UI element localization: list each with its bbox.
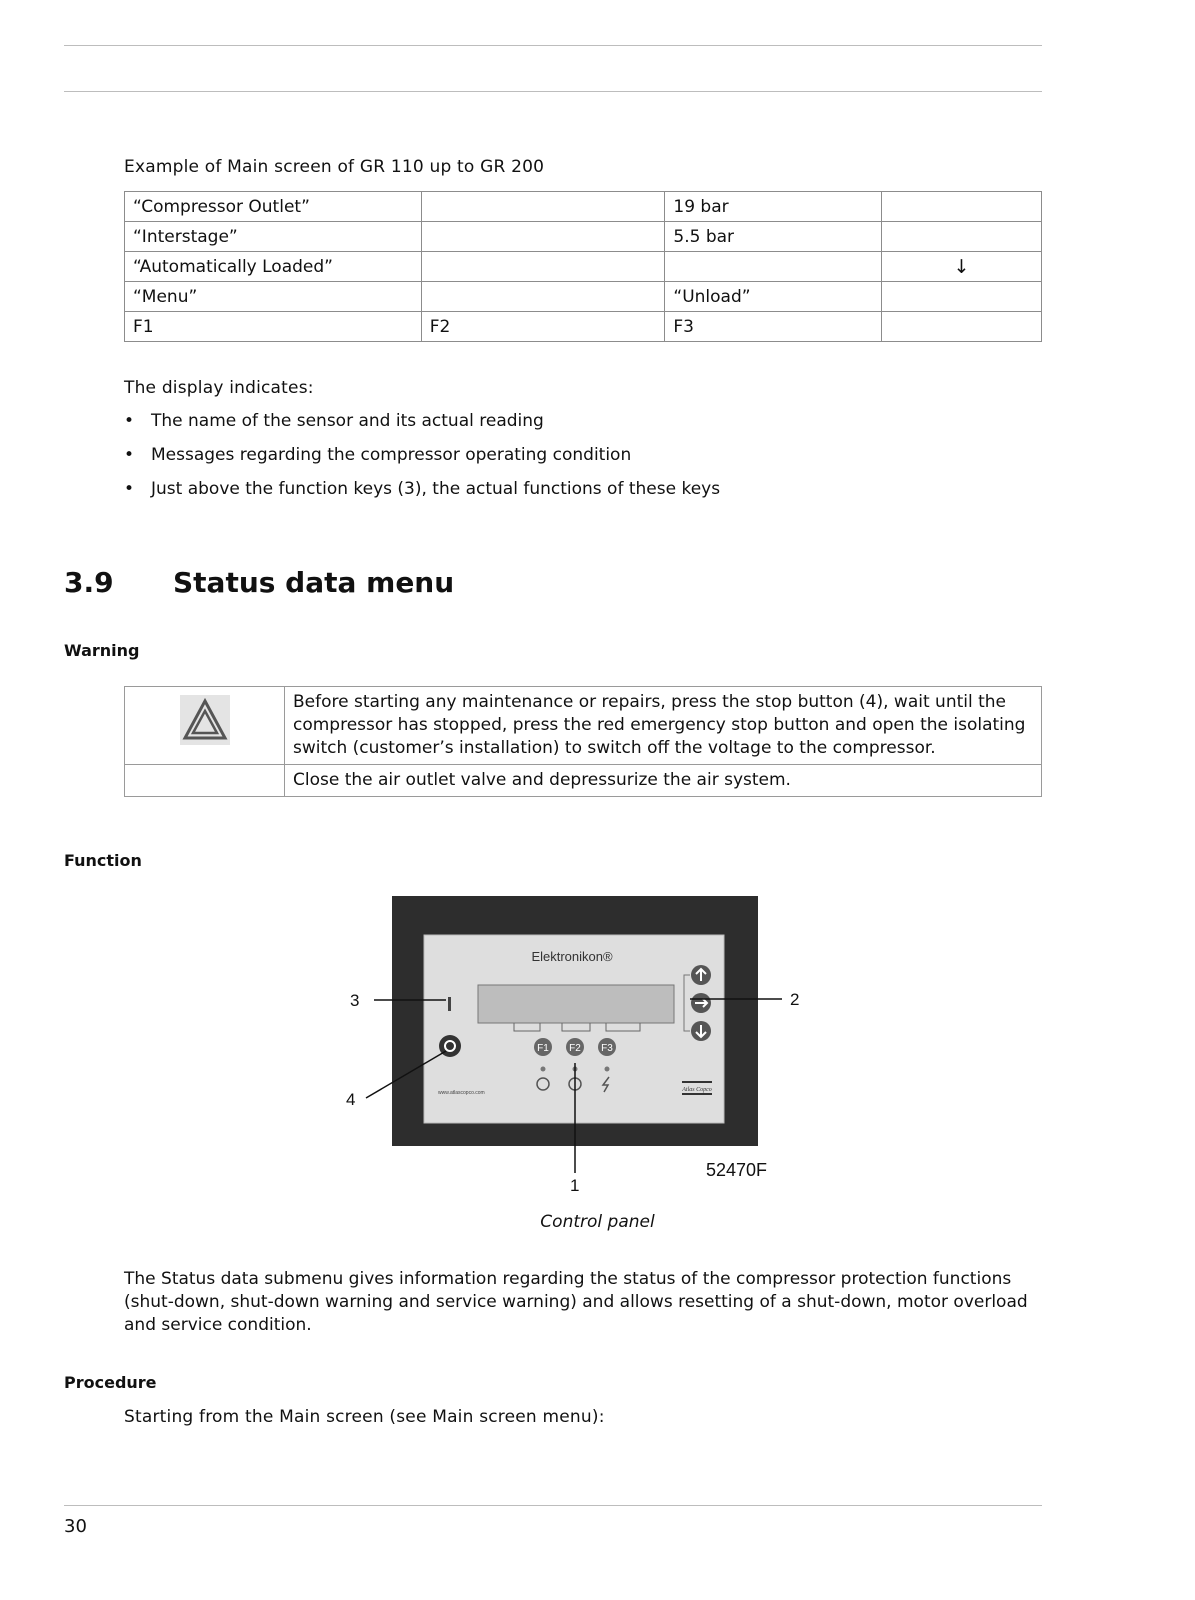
figure-code: 52470F: [706, 1160, 768, 1180]
list-item: • The name of the sensor and its actual reading: [124, 404, 720, 438]
f2-key: F2: [569, 1043, 581, 1054]
empty-cell: [125, 765, 285, 797]
section-number: 3.9: [64, 566, 114, 599]
control-panel-illustration: [346, 893, 806, 1198]
f3-key: F3: [601, 1043, 613, 1054]
top-rule-1: [64, 45, 1042, 46]
table-cell: “Compressor Outlet”: [125, 192, 422, 222]
warning-text-1: Before starting any maintenance or repairs, press the stop button (4), wait until the compressor has stopped, press the red emergency stop button and open the isolating switch (customer’s installation) to switch off the voltage to the compressor.: [285, 687, 1042, 765]
table-cell: “Automatically Loaded”: [125, 252, 422, 282]
procedure-text: Starting from the Main screen (see Main screen menu):: [124, 1407, 605, 1427]
table-row: [125, 252, 1042, 282]
table-cell: [882, 282, 1042, 312]
callout-1: 1: [570, 1176, 580, 1195]
warning-triangle-icon: [180, 695, 230, 745]
url-label: www.atlascopco.com: [438, 1090, 485, 1096]
table-cell: 19 bar: [665, 192, 882, 222]
table-row: [125, 312, 1042, 342]
table-cell: “Menu”: [125, 282, 422, 312]
table-row: [125, 222, 1042, 252]
table-cell: [665, 252, 882, 282]
table-cell: F3: [665, 312, 882, 342]
list-item: • Just above the function keys (3), the actual functions of these keys: [124, 472, 720, 506]
control-panel-figure: [346, 893, 806, 1198]
table-cell: F2: [421, 312, 665, 342]
warning-text-2: Close the air outlet valve and depressurize the air system.: [285, 765, 1042, 797]
f1-key: F1: [537, 1043, 549, 1054]
table-cell: [882, 312, 1042, 342]
table-row: [125, 765, 1042, 797]
table-row: [125, 687, 1042, 765]
warning-icon-cell: [125, 687, 285, 765]
display-intro: The display indicates:: [124, 378, 314, 398]
callout-4: 4: [346, 1090, 356, 1109]
table-cell: [421, 252, 665, 282]
procedure-heading: Procedure: [64, 1373, 157, 1392]
bullet-list: [124, 404, 720, 506]
warning-table: [124, 686, 1042, 797]
down-arrow-icon: [691, 1021, 711, 1041]
svg-text:Atlas Copco: Atlas Copco: [682, 1087, 712, 1093]
enter-icon: [691, 993, 711, 1013]
bottom-rule: [64, 1505, 1042, 1506]
table-row: [125, 282, 1042, 312]
lcd-display: [478, 985, 674, 1023]
section-title: Status data menu: [173, 566, 455, 599]
up-arrow-icon: [691, 965, 711, 985]
table-cell: F1: [125, 312, 422, 342]
table-cell: “Interstage”: [125, 222, 422, 252]
callout-2: 2: [790, 990, 800, 1009]
list-item: • Messages regarding the compressor operating condition: [124, 438, 720, 472]
warning-heading: Warning: [64, 641, 140, 660]
table-cell: [421, 282, 665, 312]
page-number: 30: [64, 1516, 87, 1537]
start-icon: [448, 997, 451, 1011]
top-rule-2: [64, 91, 1042, 92]
table-cell: “Unload”: [665, 282, 882, 312]
function-heading: Function: [64, 851, 142, 870]
table-cell: [421, 222, 665, 252]
status-paragraph: The Status data submenu gives information regarding the status of the compressor protection functions (shut-down, shut-down warning and service warning) and allows resetting of a shut-down, motor overload and service condition.: [124, 1269, 1028, 1335]
table-row: [125, 192, 1042, 222]
callout-3: 3: [350, 991, 360, 1010]
down-arrow-icon: ↓: [882, 252, 1042, 282]
table-cell: [882, 192, 1042, 222]
table-cell: [421, 192, 665, 222]
table-cell: 5.5 bar: [665, 222, 882, 252]
figure-caption: Control panel: [540, 1212, 655, 1232]
main-screen-table: [124, 191, 1042, 342]
table-cell: [882, 222, 1042, 252]
brand-label: Elektronikon®: [531, 949, 613, 964]
intro-text: Example of Main screen of GR 110 up to GR 200: [124, 157, 545, 177]
